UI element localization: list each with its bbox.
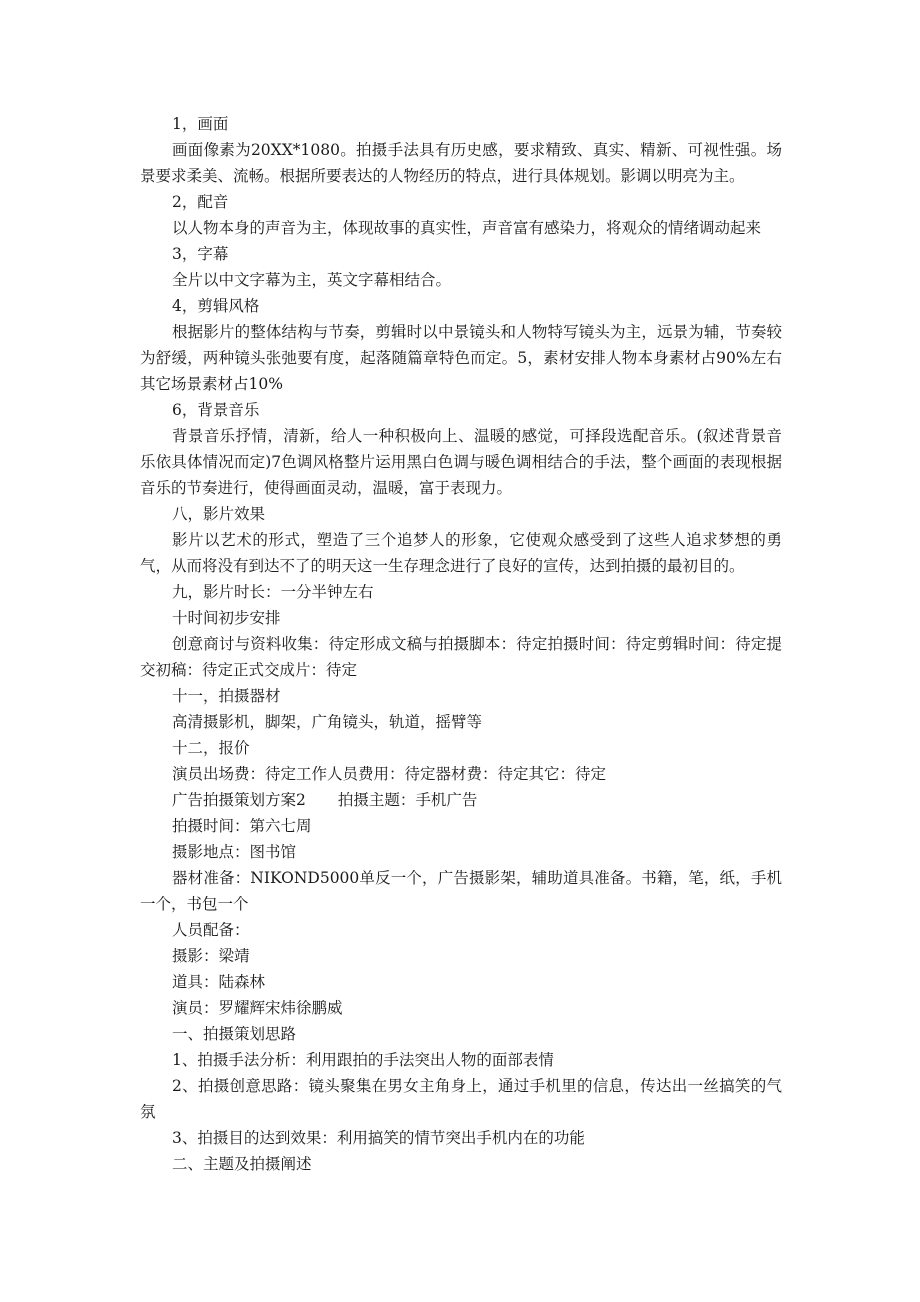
line-actors: 演员：罗耀辉宋炜徐鹏威 bbox=[172, 999, 343, 1017]
heading-quote: 十二，报价 bbox=[172, 739, 250, 757]
heading-subtitles: 3，字幕 bbox=[172, 245, 229, 263]
paragraph-schedule: 创意商讨与资料收集：待定形成文稿与拍摄脚本：待定拍摄时间：待定剪辑时间：待定提交初稿：待定正式交成片：待定 bbox=[140, 635, 782, 679]
line-staffing: 人员配备： bbox=[172, 921, 250, 939]
heading-shooting-plan: 一、拍摄策划思路 bbox=[172, 1025, 297, 1043]
line-technique: 1、拍摄手法分析：利用跟拍的手法突出人物的面部表情 bbox=[172, 1051, 554, 1069]
heading-editing-style: 4，剪辑风格 bbox=[172, 297, 260, 315]
document-body bbox=[140, 111, 782, 1177]
paragraph-film-effect: 影片以艺术的形式，塑造了三个追梦人的形象，它使观众感受到了这些人追求梦想的勇气，从而将没有到达不了的明天这一生存理念进行了良好的宣传，达到拍摄的最初目的。 bbox=[140, 531, 782, 575]
heading-film-effect: 八，影片效果 bbox=[172, 505, 266, 523]
paragraph-equipment: 高清摄影机，脚架，广角镜头，轨道，摇臂等 bbox=[172, 713, 483, 731]
paragraph-quote: 演员出场费：待定工作人员费用：待定器材费：待定其它：待定 bbox=[172, 765, 607, 783]
line-photography: 摄影：梁靖 bbox=[172, 947, 250, 965]
line-shoot-time: 拍摄时间：第六七周 bbox=[172, 817, 312, 835]
paragraph-picture: 画面像素为20XX*1080。拍摄手法具有历史感，要求精致、真实、精新、可视性强。场景要求柔美、流畅。根据所要表达的人物经历的特点，进行具体规划。影调以明亮为主。 bbox=[140, 141, 782, 185]
paragraph-creative-idea: 2、拍摄创意思路：镜头聚集在男女主角身上，通过手机里的信息，传达出一丝搞笑的气氛 bbox=[140, 1077, 782, 1121]
heading-background-music: 6，背景音乐 bbox=[172, 401, 260, 419]
plan-subject: 拍摄主题：手机广告 bbox=[337, 791, 478, 809]
paragraph-dubbing: 以人物本身的声音为主，体现故事的真实性，声音富有感染力，将观众的情绪调动起来 bbox=[172, 219, 762, 237]
heading-dubbing: 2，配音 bbox=[172, 193, 229, 211]
line-plan-title bbox=[140, 787, 782, 813]
line-shoot-location: 摄影地点：图书馆 bbox=[172, 843, 297, 861]
heading-schedule: 十时间初步安排 bbox=[172, 609, 281, 627]
line-film-duration: 九，影片时长：一分半钟左右 bbox=[172, 583, 374, 601]
paragraph-subtitles: 全片以中文字幕为主，英文字幕相结合。 bbox=[172, 271, 452, 289]
heading-equipment: 十一，拍摄器材 bbox=[172, 687, 281, 705]
paragraph-editing-style: 根据影片的整体结构与节奏，剪辑时以中景镜头和人物特写镜头为主，远景为辅，节奏较为舒缓，两种镜头张弛要有度，起落随篇章特色而定。5，素材安排人物本身素材占90%左右其它场景素材占10% bbox=[140, 323, 782, 393]
paragraph-background-music: 背景音乐抒情，清新，给人一种积极向上、温暖的感觉，可择段选配音乐。(叙述背景音乐依具体情况而定)7色调风格整片运用黑白色调与暖色调相结合的手法，整个画面的表现根据音乐的节奏进行，使得画面灵动，温暖，富于表现力。 bbox=[140, 427, 782, 497]
line-goal: 3、拍摄目的达到效果：利用搞笑的情节突出手机内在的功能 bbox=[172, 1129, 585, 1147]
heading-picture: 1，画面 bbox=[172, 115, 229, 133]
heading-theme: 二、主题及拍摄阐述 bbox=[172, 1155, 312, 1173]
line-props: 道具：陆森林 bbox=[172, 973, 266, 991]
plan-title: 广告拍摄策划方案2 bbox=[172, 791, 306, 809]
paragraph-equipment-prep: 器材准备：NIKOND5000单反一个，广告摄影架，辅助道具准备。书籍，笔，纸，手机一个，书包一个 bbox=[140, 869, 782, 913]
